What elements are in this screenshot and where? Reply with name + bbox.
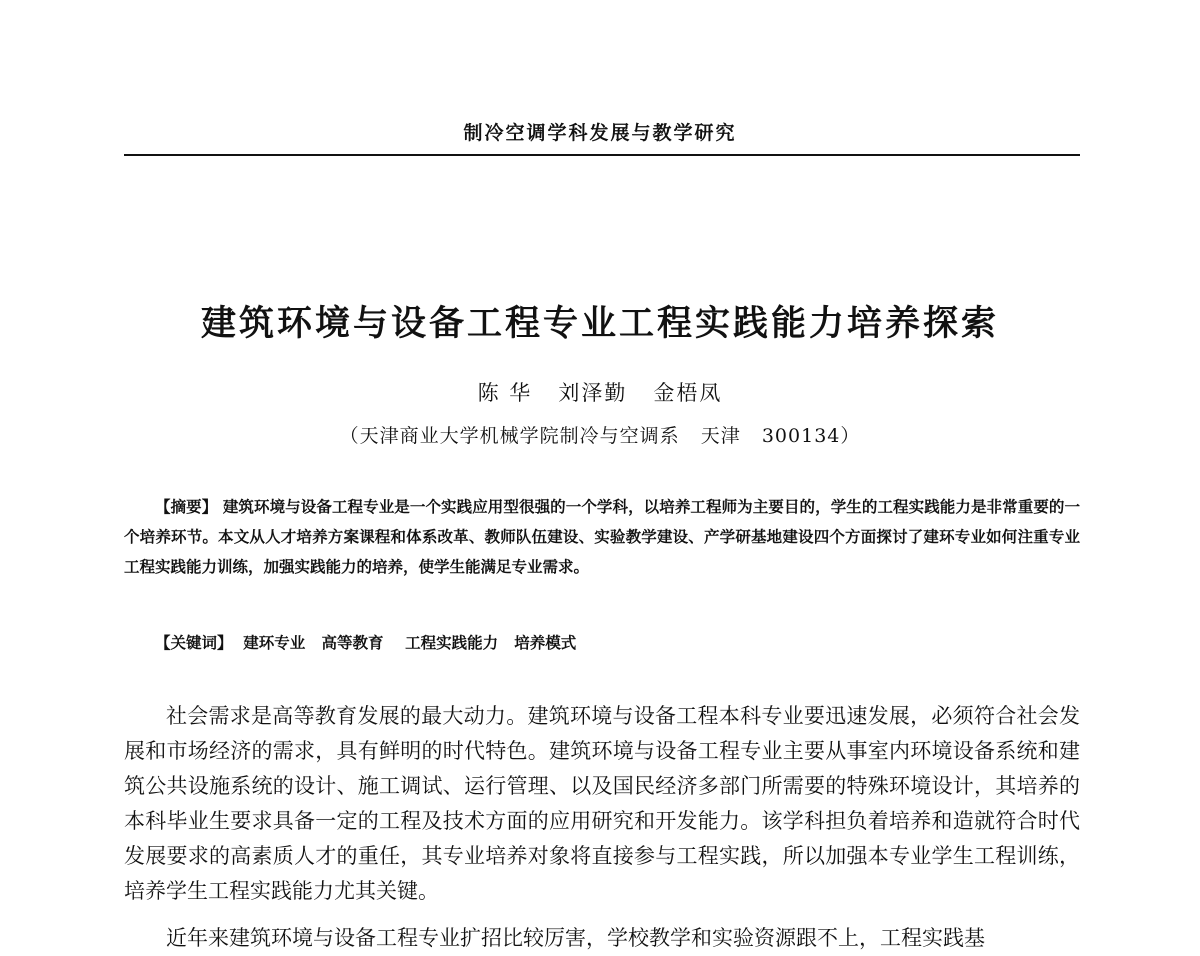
running-header: 制冷空调学科发展与教学研究	[463, 122, 737, 144]
body-paragraph-2: 近年来建筑环境与设备工程专业扩招比较厉害，学校教学和实验资源跟不上，工程实践基	[166, 926, 985, 950]
header-rule	[124, 154, 1080, 156]
keywords-text: 建环专业 高等教育 工程实践能力 培养模式	[232, 633, 577, 652]
abstract	[124, 492, 1080, 582]
authors: 陈 华 刘泽勤 金梧凤	[477, 381, 723, 405]
affiliation: （天津商业大学机械学院制冷与空调系 天津 300134）	[339, 425, 861, 447]
keywords-label: 【关键词】	[155, 634, 233, 652]
body-paragraph-1: 社会需求是高等教育发展的最大动力。建筑环境与设备工程本科专业要迅速发展，必须符合社会发展和市场经济的需求，具有鲜明的时代特色。建筑环境与设备工程专业主要从事室内环境设备系统和建筑公共设施系统的设计、施工调试、运行管理、以及国民经济多部门所需要的特殊环境设计，其培养的本科毕业生要求具备一定的工程及技术方面的应用研究和开发能力。该学科担负着培养和造就符合时代发展要求的高素质人才的重任，其专业培养对象将直接参与工程实践，所以加强本专业学生工程训练，培养学生工程实践能力尤其关键。	[124, 704, 1080, 903]
paper-title: 建筑环境与设备工程专业工程实践能力培养探索	[200, 304, 999, 344]
keywords	[124, 628, 1080, 658]
abstract-text: 建筑环境与设备工程专业是一个实践应用型很强的一个学科，以培养工程师为主要目的，学生的工程实践能力是非常重要的一个培养环节。本文从人才培养方案课程和体系改革、教师队伍建设、实验教学建设、产学研基地建设四个方面探讨了建环专业如何注重专业工程实践能力训练，加强实践能力的培养，使学生能满足专业需求。	[124, 497, 1080, 576]
abstract-label: 【摘要】	[155, 498, 218, 516]
